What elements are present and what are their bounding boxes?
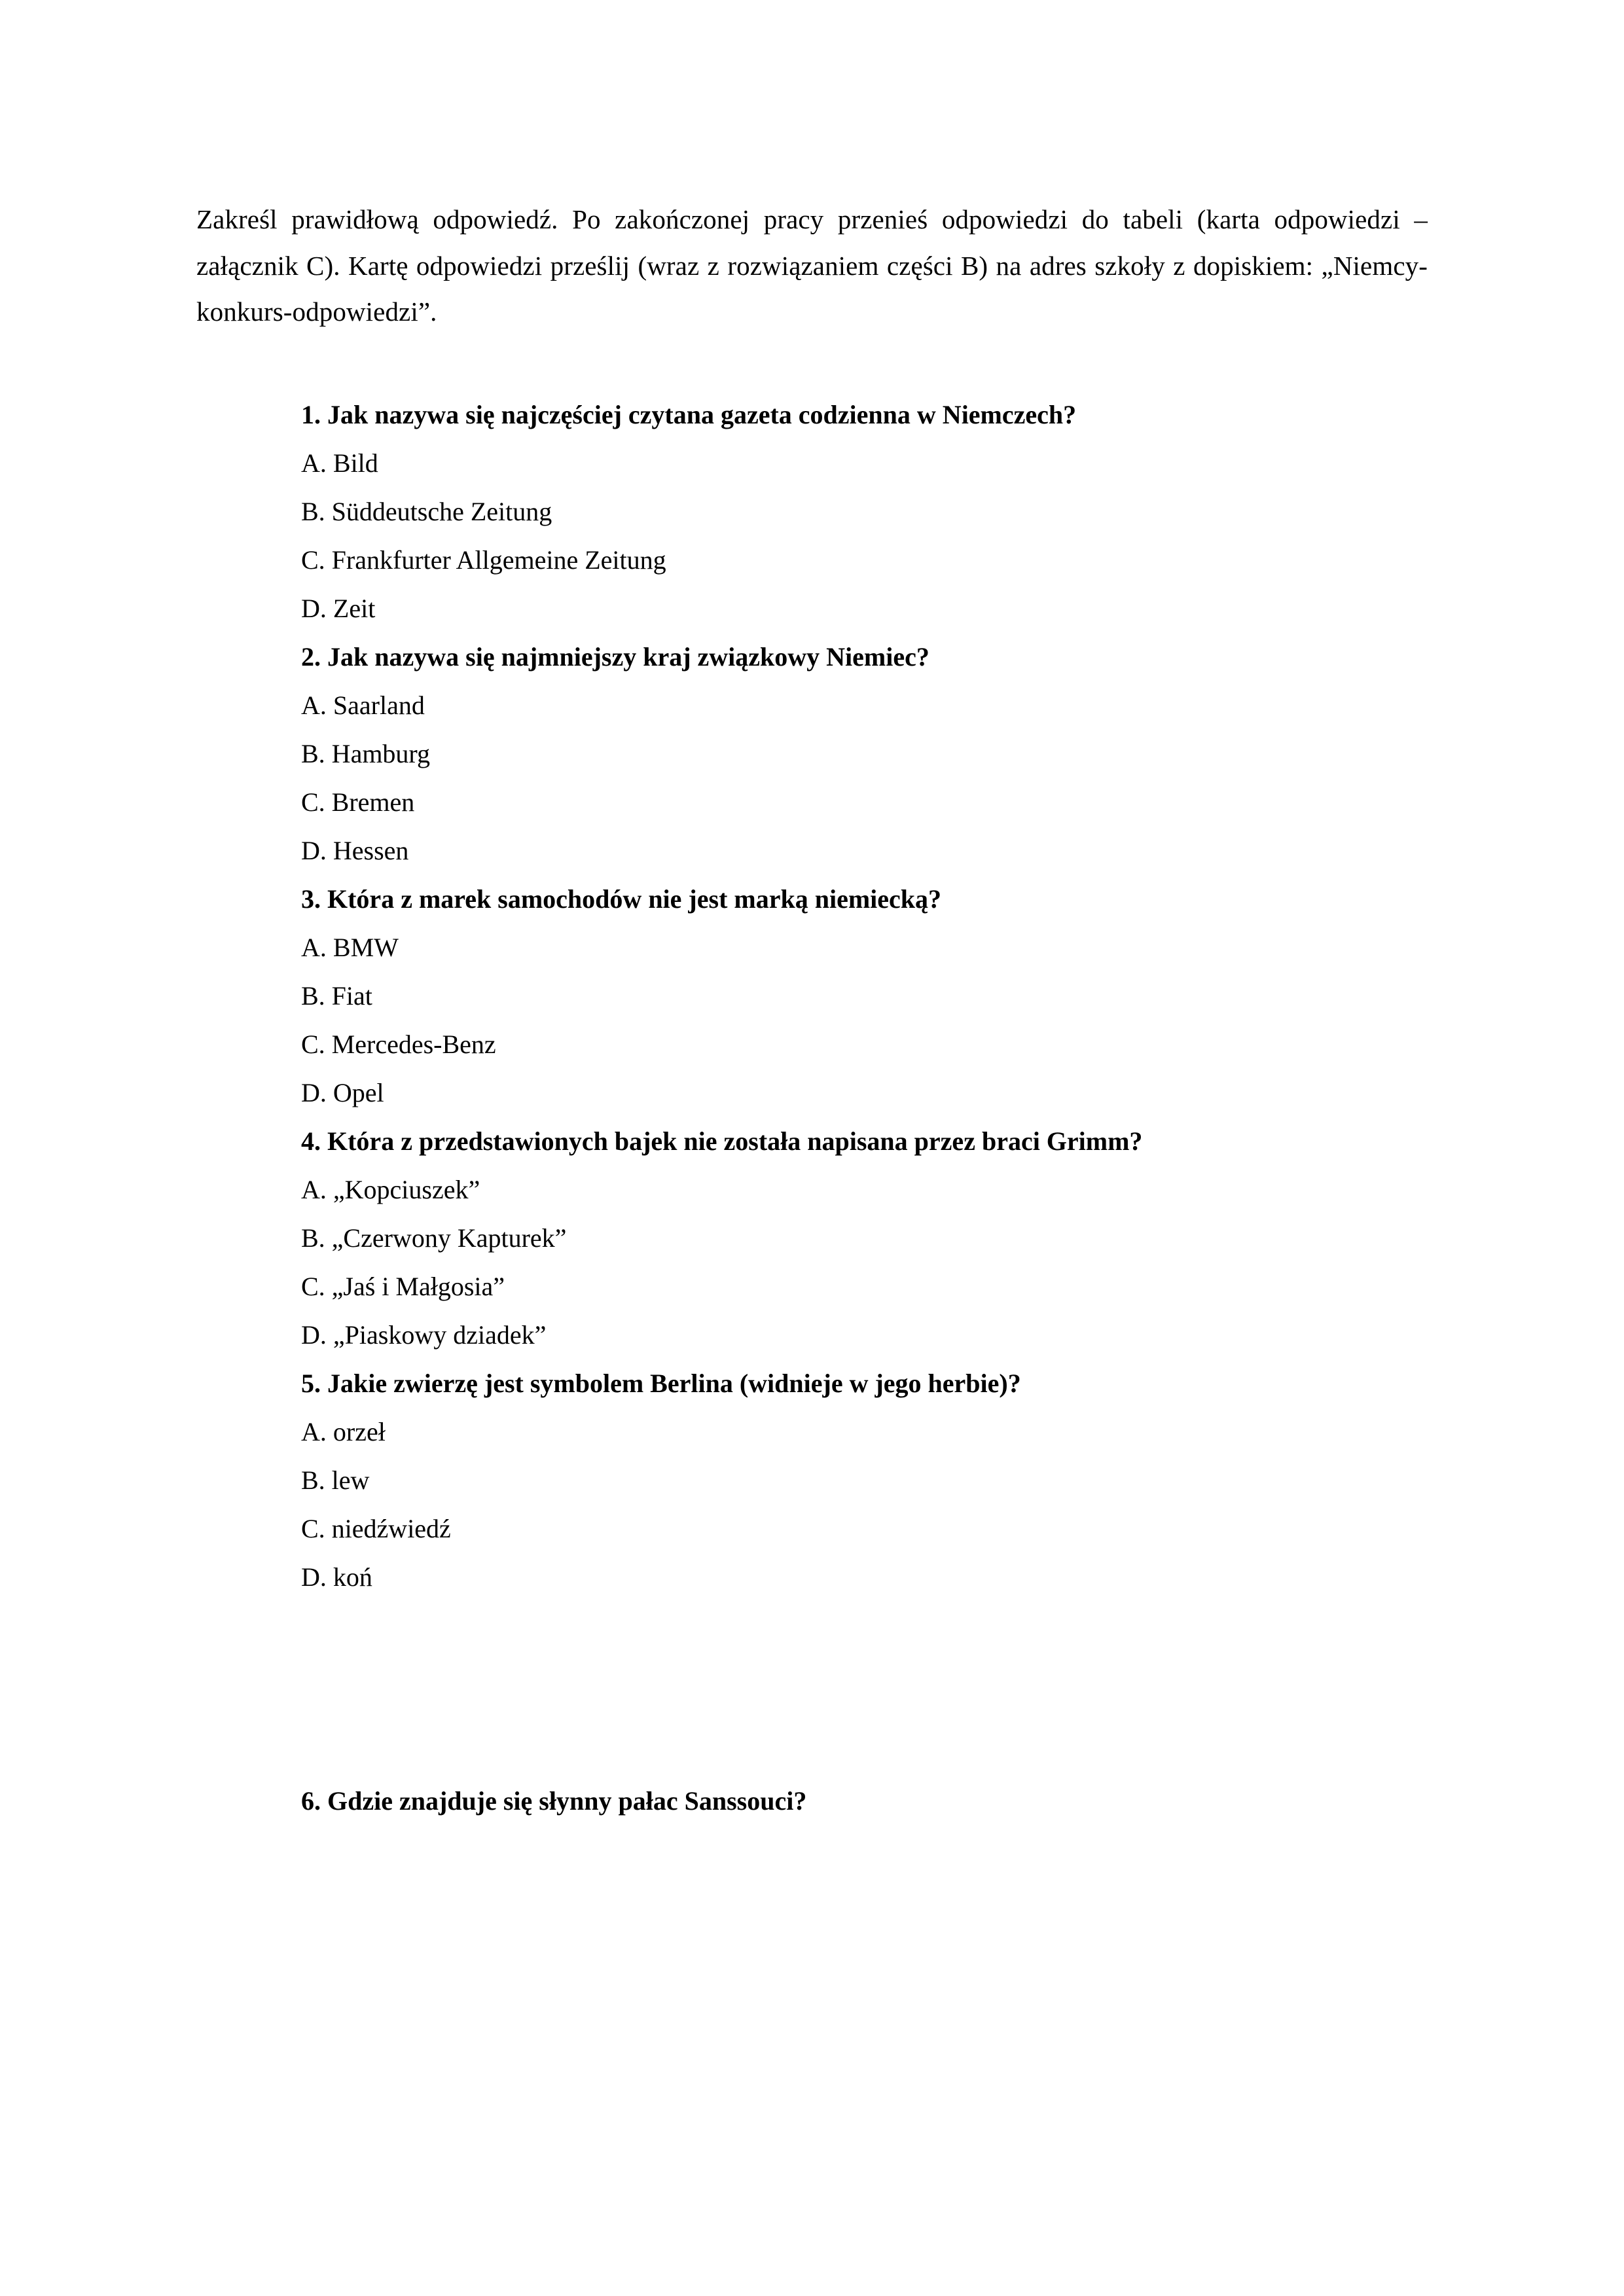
question-item xyxy=(301,634,1428,864)
question-item xyxy=(301,1118,1428,1348)
question-item xyxy=(301,1360,1428,1590)
page-break-spacer xyxy=(301,1602,1428,1778)
answer-option[interactable]: B. Süddeutsche Zeitung xyxy=(301,496,552,526)
answer-option[interactable]: C. Bremen xyxy=(301,787,415,817)
question-item xyxy=(301,876,1428,1106)
quiz-list xyxy=(196,391,1428,1814)
question-title: 2. Jak nazywa się najmniejszy kraj związkowy Niemiec? xyxy=(301,641,929,672)
answer-option[interactable]: A. „Kopciuszek” xyxy=(301,1174,480,1204)
answer-option[interactable]: A. orzeł xyxy=(301,1416,386,1446)
answer-option[interactable]: C. Frankfurter Allgemeine Zeitung xyxy=(301,545,666,575)
answer-option[interactable]: D. „Piaskowy dziadek” xyxy=(301,1319,547,1350)
question-title: 5. Jakie zwierzę jest symbolem Berlina (widnieje w jego herbie)? xyxy=(301,1368,1021,1398)
answer-option[interactable]: B. lew xyxy=(301,1465,370,1495)
question-title: 4. Która z przedstawionych bajek nie została napisana przez braci Grimm? xyxy=(301,1126,1143,1156)
question-title: 3. Która z marek samochodów nie jest marką niemiecką? xyxy=(301,884,942,914)
answer-option[interactable]: B. „Czerwony Kapturek” xyxy=(301,1223,567,1253)
answer-option[interactable]: A. BMW xyxy=(301,932,399,962)
answer-option[interactable]: D. Zeit xyxy=(301,593,376,623)
answer-option[interactable]: D. Opel xyxy=(301,1077,384,1107)
question-title: 6. Gdzie znajduje się słynny pałac Sanssouci? xyxy=(301,1785,807,1816)
answer-option[interactable]: A. Saarland xyxy=(301,690,425,720)
answer-option[interactable]: C. niedźwiedź xyxy=(301,1513,451,1543)
question-title: 1. Jak nazywa się najczęściej czytana gazeta codzienna w Niemczech? xyxy=(301,399,1077,429)
answer-option[interactable]: C. „Jaś i Małgosia” xyxy=(301,1271,505,1301)
intro-paragraph: Zakreśl prawidłową odpowiedź. Po zakończonej pracy przenieś odpowiedzi do tabeli (karta odpowiedzi – załącznik C). Kartę odpowiedzi prześlij (wraz z rozwiązaniem części B) na adres szkoły z dopiskiem: „Niemcy-konkurs-odpowiedzi”. xyxy=(196,204,1428,327)
answer-option[interactable]: B. Fiat xyxy=(301,980,372,1011)
question-item xyxy=(301,391,1428,622)
answer-option[interactable]: A. Bild xyxy=(301,448,378,478)
answer-option[interactable]: D. koń xyxy=(301,1562,372,1592)
answer-option[interactable]: D. Hessen xyxy=(301,835,409,865)
answer-option[interactable]: B. Hamburg xyxy=(301,738,431,768)
question-item xyxy=(301,1778,1428,1814)
answer-option[interactable]: C. Mercedes-Benz xyxy=(301,1029,496,1059)
